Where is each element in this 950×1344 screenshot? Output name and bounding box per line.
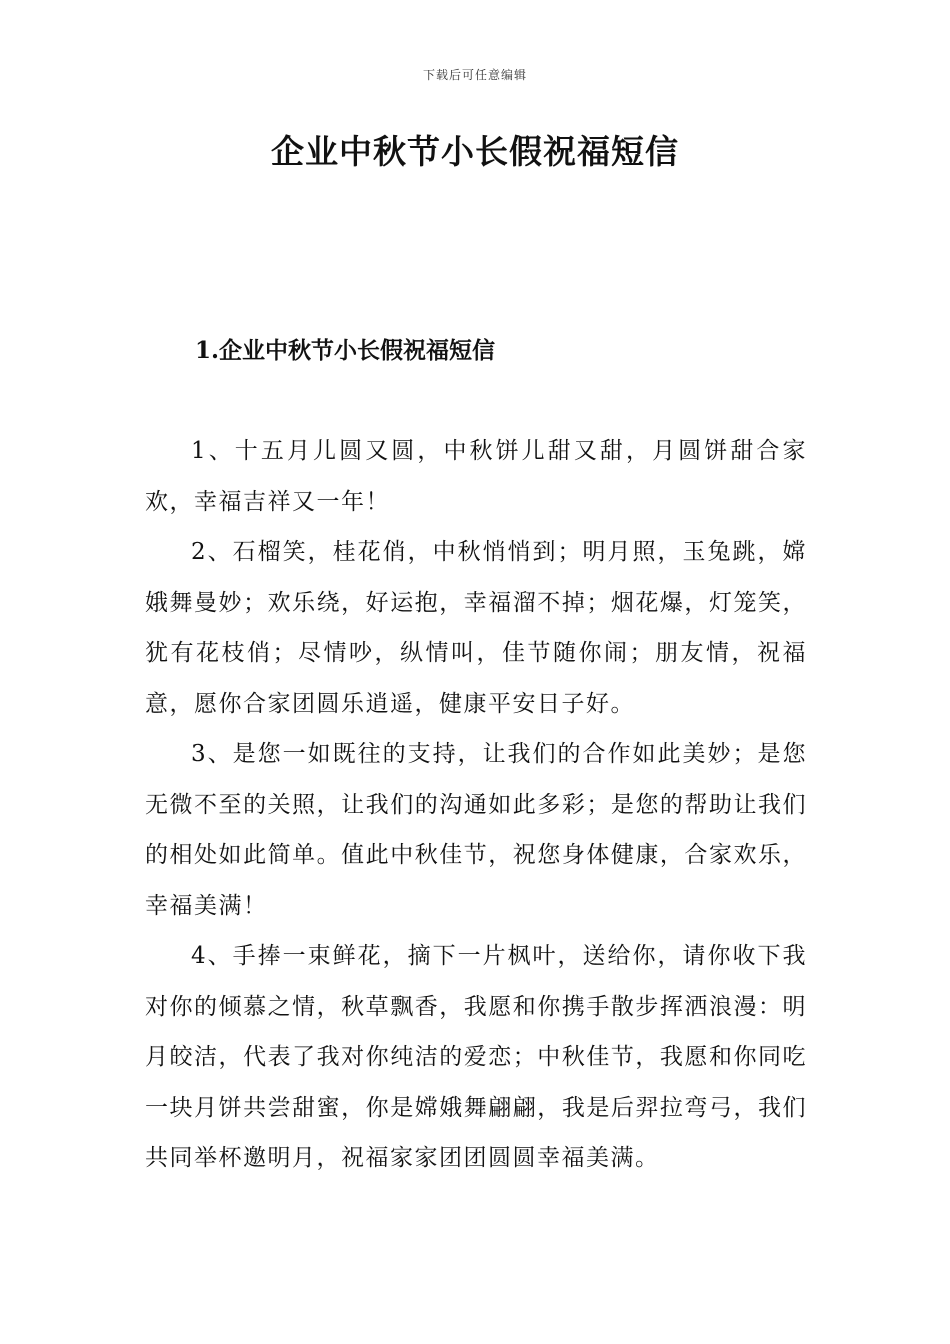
document-body bbox=[145, 426, 807, 1184]
document-title: 企业中秋节小长假祝福短信 bbox=[271, 132, 679, 171]
paragraph-1: 1、十五月儿圆又圆，中秋饼儿甜又甜，月圆饼甜合家欢，幸福吉祥又一年！ bbox=[145, 438, 807, 515]
paragraph-4: 4、手捧一束鲜花，摘下一片枫叶，送给你，请你收下我对你的倾慕之情，秋草飘香，我愿和你携手散步挥洒浪漫：明月皎洁，代表了我对你纯洁的爱恋；中秋佳节，我愿和你同吃一块月饼共尝甜蜜，你是嫦娥舞翩翩，我是后羿拉弯弓，我们共同举杯邀明月，祝福家家团团圆圆幸福美满。 bbox=[145, 943, 807, 1171]
header-note: 下载后可任意编辑 bbox=[422, 68, 527, 82]
paragraph-2: 2、石榴笑，桂花俏，中秋悄悄到；明月照，玉兔跳，嫦娥舞曼妙；欢乐绕，好运抱，幸福溜不掉；烟花爆，灯笼笑，犹有花枝俏；尽情吵，纵情叫，佳节随你闹；朋友情，祝福意，愿你合家团圆乐逍遥，健康平安日子好。 bbox=[145, 539, 807, 717]
section-heading: 1.企业中秋节小长假祝福短信 bbox=[195, 337, 496, 364]
paragraph-3: 3、是您一如既往的支持，让我们的合作如此美妙；是您无微不至的关照，让我们的沟通如此多彩；是您的帮助让我们的相处如此简单。值此中秋佳节，祝您身体健康，合家欢乐，幸福美满！ bbox=[145, 741, 807, 919]
